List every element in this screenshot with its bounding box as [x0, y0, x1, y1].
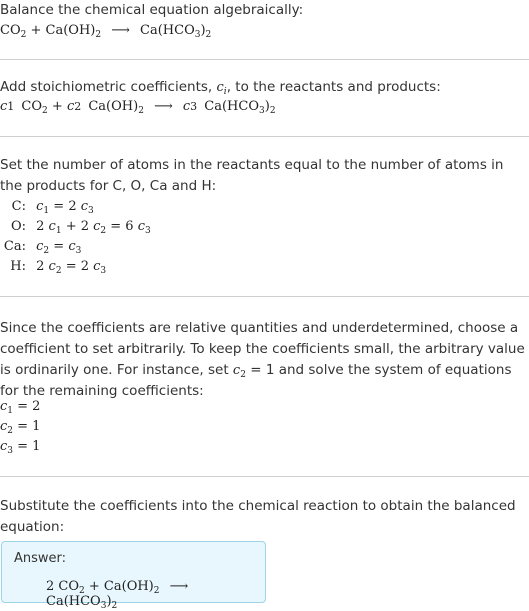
divider [0, 59, 529, 60]
unbalanced-equation: $CO_2 + Ca(OH)_2$ ⟶ $Ca(HCO_3)_2$ [0, 23, 212, 40]
atom-equation-o: O: 2 $c_1 + 2$ $c_2 = 6$ $c_3$ [10, 219, 151, 236]
coefficient-result-c3: $c_3 = 1$ [0, 439, 41, 456]
section-1-intro: Balance the chemical equation algebraically: [0, 2, 304, 18]
reaction-arrow-icon: ⟶ [169, 579, 189, 594]
answer-box [1, 541, 266, 611]
atom-equation-ca: Ca: $c_2 = c_3$ [3, 239, 82, 256]
reaction-arrow-icon: ⟶ [111, 23, 130, 38]
answer-label: Answer: [14, 551, 67, 566]
reaction-arrow-icon: ⟶ [154, 99, 173, 114]
divider [0, 136, 529, 137]
equation-with-coefficients: c1 $CO_2 + c2$ $Ca(OH)_2$ ⟶ c3 $Ca(HCO_3)_2$ [0, 99, 276, 116]
section-4-intro: Since the coefficients are relative quantities and underdetermined, choose a coefficient to set arbitrarily. To keep the coefficients small, the arbitrary value is ordinarily one. For instance, set $c_2 = 1$ and solve the system of equations for the remaining coefficients: [0, 320, 525, 399]
section-5-intro: Substitute the coefficients into the chemical reaction to obtain the balanced equation: [0, 498, 516, 535]
divider [0, 296, 529, 297]
section-2-intro: Add stoichiometric coefficients, $c_i$, to the reactants and products: [0, 79, 441, 97]
section-3-intro: Set the number of atoms in the reactants equal to the number of atoms in the products for C, O, Ca and H: [0, 157, 504, 194]
balanced-equation: 2 $CO_2 + Ca(OH)_2$ ⟶ $Ca(HCO_3)_2$ [46, 579, 265, 609]
atom-equation-c: C: $c_1 = 2$ $c_3$ [11, 199, 94, 216]
coefficient-result-c1: $c_1 = 2$ [0, 399, 41, 416]
atom-equation-h: H: 2 $c_2 = 2$ $c_3$ [10, 259, 107, 276]
divider [0, 476, 529, 477]
coefficient-result-c2: $c_2 = 1$ [0, 419, 41, 436]
